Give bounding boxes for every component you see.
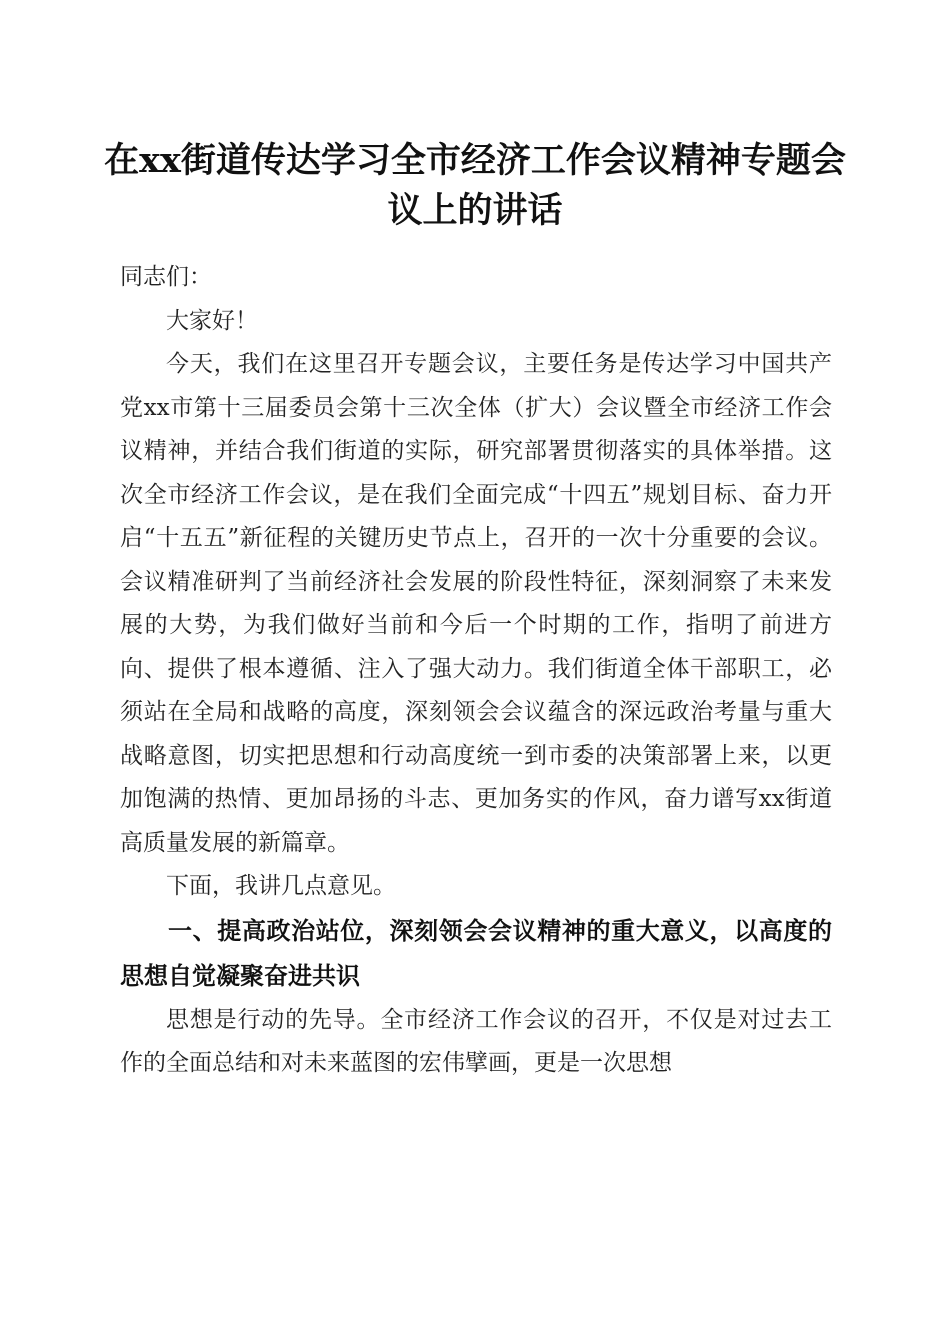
transition-paragraph: 下面，我讲几点意见。: [166, 873, 396, 899]
section-one-heading: 一、提高政治站位，深刻领会会议精神的重大意义，以高度的思想自觉凝聚奋进共识: [120, 916, 832, 990]
document-body: [120, 256, 832, 1086]
intro-paragraph: 今天，我们在这里召开专题会议，主要任务是传达学习中国共产党xx市第十三届委员会第十三次全体（扩大）会议暨全市经济工作会议精神，并结合我们街道的实际，研究部署贯彻落实的具体举措。这次全市经济工作会议，是在我们全面完成“十四五”规划目标、奋力开启“十五五”新征程的关键历史节点上，召开的一次十分重要的会议。会议精准研判了当前经济社会发展的阶段性特征，深刻洞察了未来发展的大势，为我们做好当前和今后一个时期的工作，指明了前进方向、提供了根本遵循、注入了强大动力。我们街道全体干部职工，必须站在全局和战略的高度，深刻领会会议蕴含的深远政治考量与重大战略意图，切实把思想和行动高度统一到市委的决策部署上来，以更加饱满的热情、更加昂扬的斗志、更加务实的作风，奋力谱写xx街道高质量发展的新篇章。: [120, 351, 832, 856]
salutation: 同志们：: [120, 264, 212, 290]
document-title: 在xx街道传达学习全市经济工作会议精神专题会议上的讲话: [104, 140, 846, 231]
section-one-paragraph: 思想是行动的先导。全市经济工作会议的召开，不仅是对过去工作的全面总结和对未来蓝图的宏伟擘画，更是一次思想: [120, 1006, 832, 1076]
greeting: 大家好！: [166, 307, 258, 334]
